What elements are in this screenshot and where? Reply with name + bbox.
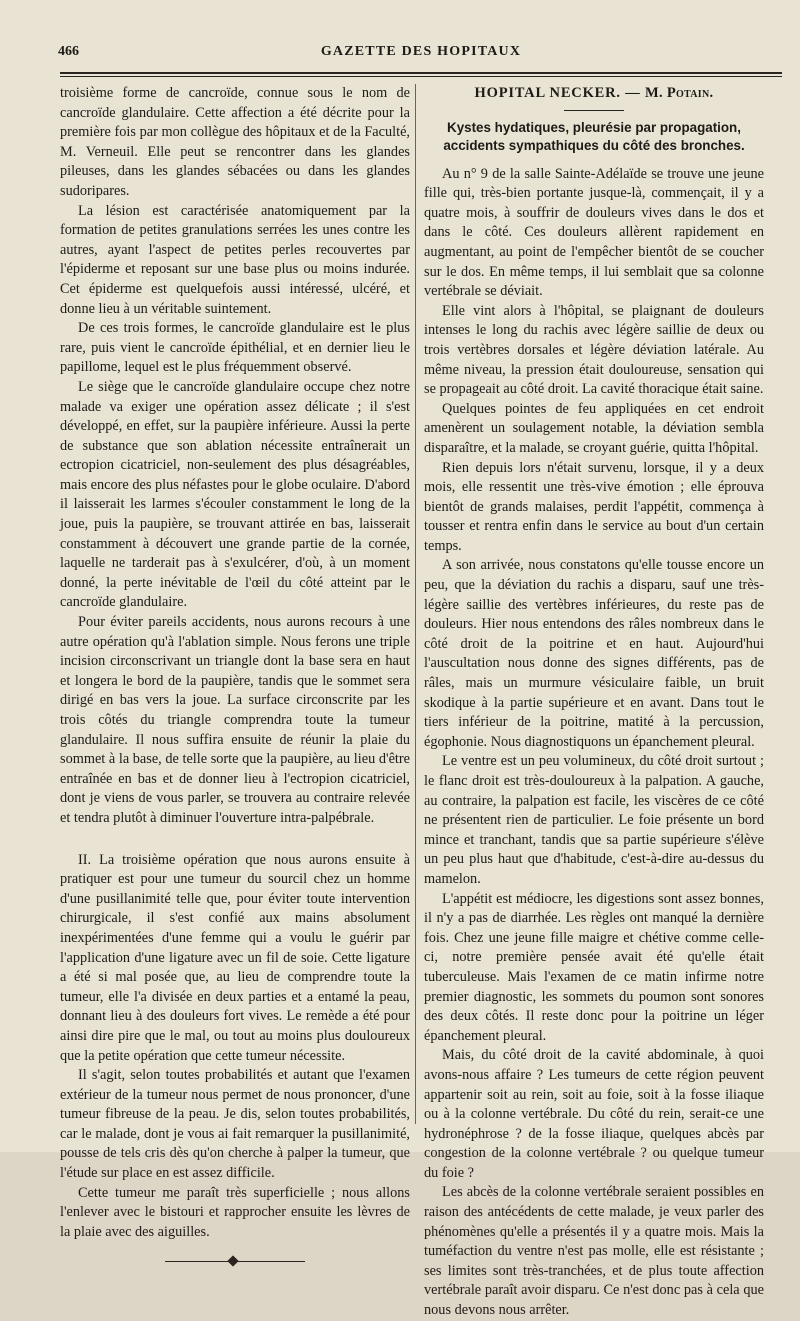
paragraph: Le siège que le cancroïde glandulaire occupe chez notre malade va exiger une opération assez délicate ; il s'est développé, en effet, sur la paupière inférieure. Aussi la perte de substance que son ablation nécessite entraînerait un ectropion cicatriciel, non-seulement des plus désagréables, mais encore des plus néfastes pour le globe oculaire. D'abord il laisserait les larmes s'écouler constamment le long de la joue, puis la paupière, se trouvant attirée en bas, laisserait constamment à découvert une grande partie de la cornée, laquelle ne tarderait pas à s'exulcérer, d'où, à un moment donné, la perte inévitable de l'œil du côté atteint par le cancroïde glandulaire. [60,378,410,611]
paragraph: troisième forme de cancroïde, connue sous le nom de cancroïde glandulaire. Cette affection a été décrite pour la première fois par mon collègue des hôpitaux et de la Faculté, M. Verneuil. Elle peut se rencontrer dans les glandes pileuses, dans les glandes sébacées ou dans les glandes sudoripares. [60,85,410,199]
paragraph: Il s'agit, selon toutes probabilités et autant que l'examen extérieur de la tumeur nous permet de nous prononcer, d'une tumeur fibreuse de la peau. Je dis, selon toutes probabilités, car le malade, dont je vous ai fait remarquer la pusillanimité, pousse de tels cris dès qu'on cherche à palper la tumeur, que l'étude sur place en est assez difficile. [60,1067,410,1182]
header-rule-thin [60,76,782,77]
right-column [424,84,764,1321]
ornament-diamond-icon [227,1256,238,1267]
case-title: Kystes hydatiques, pleurésie par propagation, accidents sympathiques du côté des bronches. [443,119,745,153]
hospital-author: M. Potain. [644,85,714,101]
paragraph: L'appétit est médiocre, les digestions sont assez bonnes, il n'y a pas de diarrhée. Les règles ont manqué la dernière fois. Chez une jeune fille maigre et chétive comme celle-ci, notre première pensée avait été qu'elle était tuberculeuse. Mais l'examen de ce matin infirme notre premier diagnostic, les sommets du poumon sont sonores des deux côtés. Il reste donc pour la poitrine un léger épanchement pleural. [424,890,764,1044]
paragraph: Pour éviter pareils accidents, nous aurons recours à une autre opération qu'à l'ablation simple. Nous ferons une triple incision circonscrivant un triangle dont la base sera en haut et longera le bord de la paupière, tandis que le sommet sera dirigé en bas vers la joue. La surface circonscrite par les trois côtés du triangle comprendra toute la tumeur glandulaire. Il nous suffira ensuite de réunir la plaie du sommet à la base, de telle sorte que la paupière, au lieu d'être entraînée en bas et de donner lieu à l'ectropion cicatriciel, dont je viens de vous parler, se trouvera au contraire relevée et tendra plutôt à diminuer l'ouverture intra-palpébrale. [60,614,410,826]
hospital-name: HOPITAL NECKER. — [474,85,641,101]
paragraph: Les abcès de la colonne vertébrale seraient possibles en raison des antécédents de cette malade, je veux parler des phénomènes qu'elle a présentés il y a quatre mois. Mais la tuméfaction du ventre n'est pas molle, elle est résistante ; ses limites sont très-tranchées, et de plus toute affection vertébrale paraît avoir disparu. Ce n'est donc pas à cela que nous devons nous arrêter. [424,1184,764,1319]
section-rule [564,110,624,111]
paragraph: Mais, du côté droit de la cavité abdominale, à quoi avons-nous affaire ? Les tumeurs de cette région peuvent appartenir soit au rein, soit au foie, soit à la fosse iliaque ou à la colonne vertébrale. Du côté du rein, serait-ce une hydronéphrose ? de la fosse iliaque, quelques abcès par congestion de la colonne vertébrale ? ou quelque tumeur du foie ? [424,1047,764,1181]
left-column [60,84,410,1266]
end-ornament [165,1256,305,1266]
hospital-heading [424,84,764,104]
paragraph: De ces trois formes, le cancroïde glandulaire est le plus rare, puis vient le cancroïde épithélial, et en dernier lieu le papillome, lequel est le plus fréquemment observé. [60,320,410,376]
header-rule [60,72,782,74]
page-header [58,44,784,66]
paragraph: Cette tumeur me paraît très superficielle ; nous allons l'enlever avec le bistouri et rapprocher ensuite les lèvres de la plaie avec des aiguilles. [60,1184,410,1240]
paragraph: Au n° 9 de la salle Sainte-Adélaïde se trouve une jeune fille qui, très-bien portante jusque-là, commençait, il y a quatre mois, à souffrir de douleurs vives dans le dos et dans le côté. Ces douleurs allèrent rapidement en augmentant, au point de l'empêcher bientôt de se coucher sur le dos. En même temps, il lui semblait que sa colonne vertébrale se déviait. [424,165,764,300]
page-number: 466 [58,44,79,59]
paragraph: Quelques pointes de feu appliquées en cet endroit amenèrent un soulagement notable, la déviation sembla disparaître, et la malade, se croyant guérie, quitta l'hôpital. [424,400,764,456]
paragraph: La lésion est caractérisée anatomiquement par la formation de petites granulations serrées les unes contre les autres, ayant l'aspect de petites perles recouvertes par l'épiderme et reposant sur une base plus ou moins indurée. Cet épiderme est quelquefois aussi intéressé, ulcéré, et donne lieu à un véritable suintement. [60,202,410,317]
paragraph: A son arrivée, nous constatons qu'elle tousse encore un peu, que la déviation du rachis a disparu, sauf une très-légère saillie des vertèbres inférieures, du reste pas de douleurs. Hier nous entendons des râles nombreux dans le côté droit de la poitrine et en haut. Aujourd'hui l'auscultation nous donne des signes différents, pas de râles, mais un murmure vésiculaire faible, un bruit skodique à la partie supérieure et en avant. Dans tout le tiers inférieur de la poitrine, matité à la percussion, égophonie. Nous diagnostiquons un épanchement pleural. [424,557,764,750]
journal-title: GAZETTE DES HOPITAUX [320,44,522,59]
paragraph: Le ventre est un peu volumineux, du côté droit surtout ; le flanc droit est très-douloureux à la palpation. A gauche, au contraire, la palpation est facile, les viscères de ce côté ne présentent rien de particulier. Le foie présente un bord mince et tranchant, tandis que sa partie supérieure s'élève un peu plus haut que d'habitude, c'est-à-dire au-dessus du mamelon. [424,753,764,887]
column-divider [415,84,416,1124]
paragraph: Rien depuis lors n'était survenu, lorsque, il y a deux mois, elle ressentit une très-vive émotion ; elle éprouva bientôt de grands malaises, perdit l'appétit, commença à tousser et rentra enfin dans le service au bout d'un certain temps. [424,459,764,554]
paragraph: Elle vint alors à l'hôpital, se plaignant de douleurs intenses le long du rachis avec légère saillie de deux ou trois vertèbres dorsales et légère déviation latérale. Au même niveau, la pression était douloureuse, sensation qui se propageait au côté droit. La cavité thoracique était saine. [424,302,764,398]
paragraph: II. La troisième opération que nous aurons ensuite à pratiquer est pour une tumeur du sourcil chez un homme d'une pusillanimité telle que, pour éviter toute intervention chirurgicale, il s'est confié aux mains absolument inexpérimentées d'une femme qui a voulu le guérir par l'application d'une ligature avec un fil de soie. Cette ligature a été si mal posée que, au lieu de comprendre toute la tumeur, elle l'a divisée en deux parties et a entamé la peau, donnant lieu à des douleurs fort vives. Le remède a été pour ainsi dire pire que le mal, ou tout au moins plus douloureux que la petite opération que cette tumeur nécessite. [60,851,410,1064]
